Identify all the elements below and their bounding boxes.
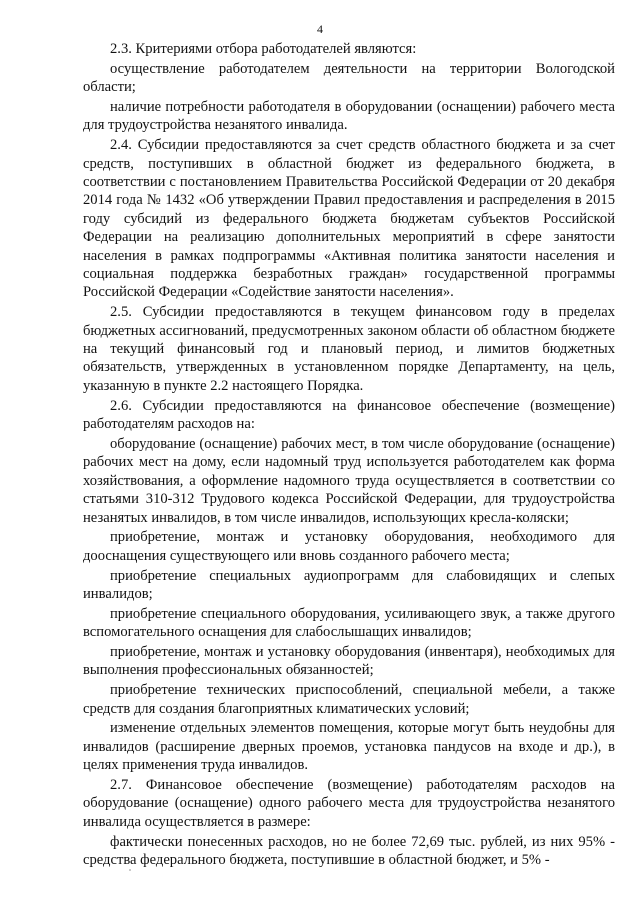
paragraph: приобретение, монтаж и установку оборудования, необходимого для дооснащения существующего или вновь созданного рабочего места; (83, 529, 615, 564)
paragraph: приобретение, монтаж и установку оборудования (инвентаря), необходимых для выполнения профессиональных обязанностей; (83, 643, 615, 679)
paragraph: 2.7. Финансовое обеспечение (возмещение) работодателям расходов на оборудование (оснащение) одного рабочего места для трудоустройства незанятого инвалида осуществляется в размере: (83, 776, 615, 830)
page-number: 4 (317, 22, 323, 36)
paragraph: 2.3. Критериями отбора работодателей являются: (110, 41, 417, 57)
scan-speck (129, 869, 131, 871)
paragraph: приобретение технических приспособлений, специальной мебели, а также средств для создания благоприятных климатических условий; (83, 682, 615, 717)
paragraph: оборудование (оснащение) рабочих мест, в том числе оборудование (оснащение) рабочих мест на дому, если надомный труд используется работодателем как форма хозяйствования, а оформление надомного труда осуществляется в соответствии со статьями 310-312 Трудового кодекса Российской Федерации, для трудоустройства незанятых инвалидов, в том числе инвалидов, использующих кресла-коляски; (83, 435, 615, 526)
paragraph: 2.6. Субсидии предоставляются на финансовое обеспечение (возмещение) работодателям расходов на: (83, 397, 615, 433)
paragraph: изменение отдельных элементов помещения, которые могут быть неудобны для инвалидов (расширение дверных проемов, установка пандусов на входе и др.), в целях применения труда инвалидов. (83, 720, 615, 774)
paragraph: 2.5. Субсидии предоставляются в текущем финансовом году в пределах бюджетных ассигнований, предусмотренных законом области об областном бюджете на текущий финансовый год и плановый период, и лимитов бюджетных обязательств, утвержденных в установленном порядке Департаменту, на цель, указанную в пункте 2.2 настоящего Порядка. (83, 304, 615, 394)
paragraph: 2.4. Субсидии предоставляются за счет средств областного бюджета и за счет средств, поступивших в областной бюджет из федерального бюджета, в соответствии с постановлением Правительства Российской Федерации от 20 декабря 2014 года № 1432 «Об утверждении Правил предоставления и распределения в 2015 году субсидий из федерального бюджета бюджетам субъектов Российской Федерации на реализацию дополнительных мероприятий в сфере занятости населения в рамках подпрограммы «Активная политика занятости населения и социальная поддержка безработных граждан» государственной программы Российской Федерации «Содействие занятости населения». (83, 137, 615, 301)
paragraph: осуществление работодателем деятельности на территории Вологодской области; (83, 60, 615, 96)
paragraph: приобретение специальных аудиопрограмм для слабовидящих и слепых инвалидов; (83, 567, 615, 602)
paragraph: фактически понесенных расходов, но не более 72,69 тыс. рублей, из них 95% - средства федерального бюджета, поступившие в областной бюджет, и 5% - (83, 833, 615, 868)
paragraph: приобретение специального оборудования, усиливающего звук, а также другого вспомогательного оснащения для слабослышащих инвалидов; (83, 605, 615, 641)
document-body (83, 40, 615, 871)
paragraph: наличие потребности работодателя в оборудовании (оснащении) рабочего места для трудоустройства незанятого инвалида. (83, 99, 615, 134)
